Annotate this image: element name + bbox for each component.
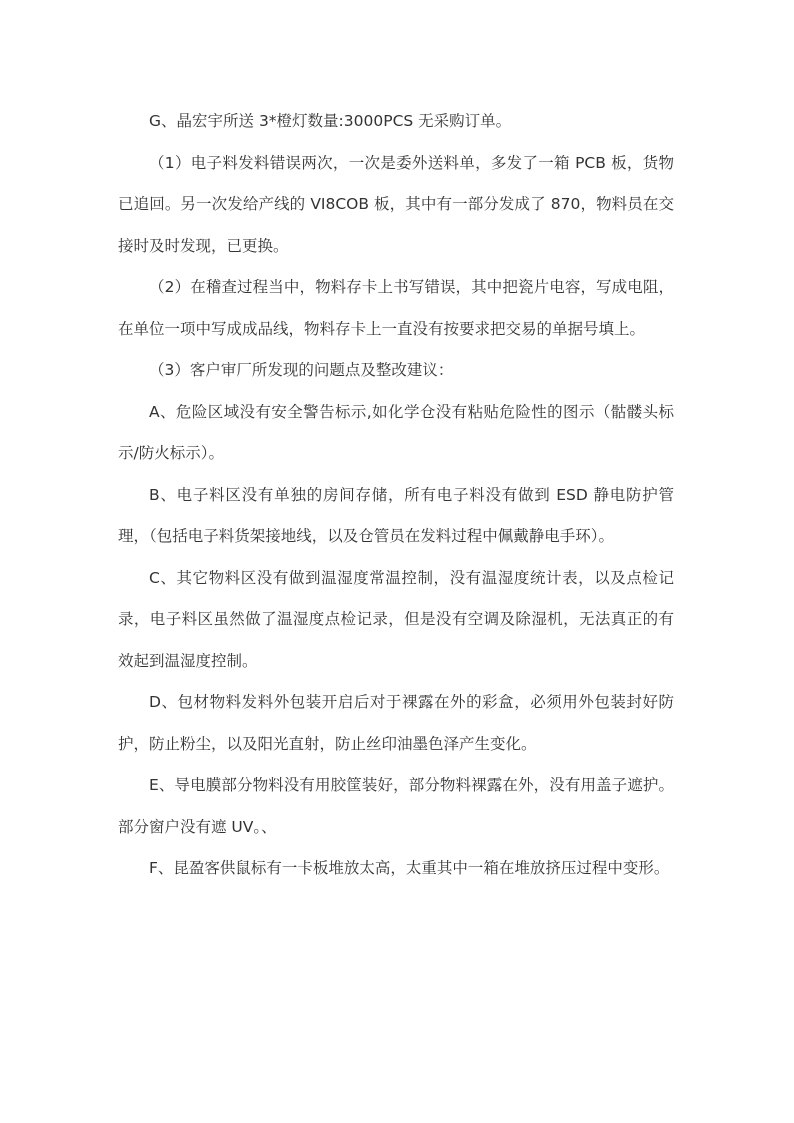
paragraph-issue-1: （1）电子料发料错误两次，一次是委外送料单，多发了一箱 PCB 板，货物已追回。另一次发给产线的 VI8COB 板，其中有一部分发成了 870，物料员在交接时及时发现，已更换。 [118,153,674,255]
paragraph-item-d: D、包材物料发料外包装开启后对于裸露在外的彩盒，必须用外包装封好防护，防止粉尘，以及阳光直射，防止丝印油墨色泽产生变化。 [118,693,674,753]
paragraph-item-e: E、导电膜部分物料没有用胶筐装好，部分物料裸露在外，没有用盖子遮护。部分窗户没有遮 UV。、 [118,776,674,836]
paragraph-item-c: C、其它物料区没有做到温湿度常温控制，没有温湿度统计表，以及点检记录，电子料区虽然做了温湿度点检记录，但是没有空调及除湿机，无法真正的有效起到温湿度控制。 [118,568,674,670]
paragraph-g-supplier-note: G、晶宏宇所送 3*橙灯数量:3000PCS 无采购订单。 [149,112,512,130]
paragraph-issue-3-heading: （3）客户审厂所发现的问题点及整改建议： [149,361,454,379]
paragraph-item-f: F、昆盈客供鼠标有一卡板堆放太高，太重其中一箱在堆放挤压过程中变形。 [149,859,670,877]
paragraph-item-b: B、电子料区没有单独的房间存储，所有电子料没有做到 ESD 静电防护管理，（包括电子料货架接地线，以及仓管员在发料过程中佩戴静电手环）。 [118,485,674,545]
paragraph-item-a: A、危险区域没有安全警告标示,如化学仓没有粘贴危险性的图示（骷髅头标示/防火标示）。 [118,402,674,462]
paragraph-issue-2: （2）在稽查过程当中，物料存卡上书写错误，其中把瓷片电容，写成电阻，在单位一项中写成成品线，物料存卡上一直没有按要求把交易的单据号填上。 [118,278,674,338]
document-body [118,101,674,890]
